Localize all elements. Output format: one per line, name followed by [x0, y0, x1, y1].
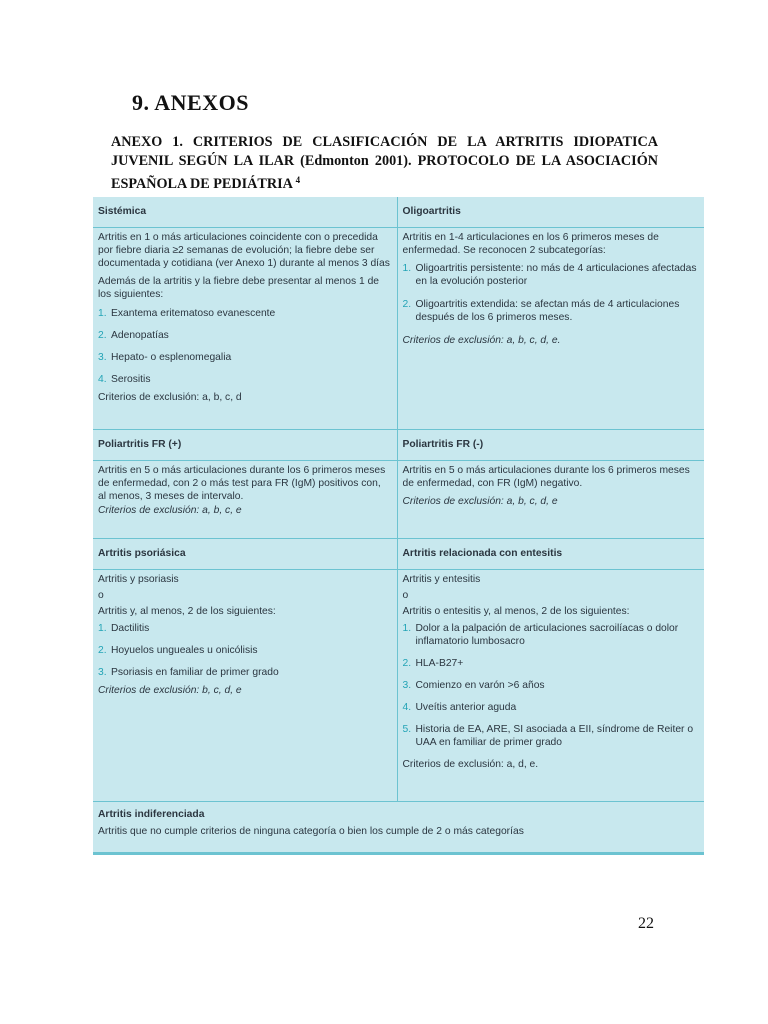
cell-oligoartritis [397, 228, 704, 430]
section-title: 9. ANEXOS [132, 90, 249, 115]
header-poliartritis-fr-neg: Poliartritis FR (-) [397, 430, 704, 461]
exclusion-criteria: Criterios de exclusión: a, b, c, d [98, 392, 242, 403]
list-item: 1. Exantema eritematoso evanescente [98, 308, 276, 319]
list-item: 3. Comienzo en varón >6 años [402, 680, 545, 691]
cell-text: Artritis que no cumple criterios de ninguna categoría o bien los cumple de 2 o más categorías [98, 826, 524, 837]
cell-text: Artritis y psoriasis [98, 574, 179, 585]
cell-text: o [98, 590, 104, 601]
annex-title-text: ANEXO 1. CRITERIOS DE CLASIFICACIÓN DE LA ARTRITIS IDIOPATICA JUVENIL SEGÚN LA ILAR (Edmonton 2001). PROTOCOLO DE LA ASOCIACIÓN ESPAÑOLA DE PEDIÁTRIA [111, 134, 658, 192]
table-row [93, 430, 704, 461]
header-oligoartritis: Oligoartritis [397, 197, 704, 228]
cell-text: Artritis o entesitis y, al menos, 2 de los siguientes: [402, 606, 630, 617]
annex-reference: 4 [295, 175, 301, 185]
cell-poliartritis-fr-pos [93, 461, 397, 539]
cell-text: Artritis en 5 o más articulaciones durante los 6 primeros meses de enfermedad, con FR (IgM) negativo. [402, 465, 690, 489]
list-item: 3. Hepato- o esplenomegalia [98, 352, 232, 363]
header-artritis-entesitis: Artritis relacionada con entesitis [397, 539, 704, 570]
list-item: 2. Hoyuelos ungueales u onicólisis [98, 645, 258, 656]
annex-title [111, 133, 658, 194]
header-artritis-indiferenciada: Artritis indiferenciada [98, 809, 205, 820]
header-artritis-psoriasica: Artritis psoriásica [93, 539, 397, 570]
exclusion-criteria: Criterios de exclusión: a, b, c, d, e. [402, 335, 561, 346]
cell-text: o [402, 590, 409, 601]
cell-artritis-psoriasica [93, 570, 397, 802]
exclusion-criteria: Criterios de exclusión: a, b, c, e [98, 505, 242, 516]
list-item: 5. Historia de EA, ARE, SI asociada a EII, síndrome de Reiter o UAA en familiar de primer grado [402, 724, 694, 748]
header-poliartritis-fr-pos: Poliartritis FR (+) [93, 430, 397, 461]
header-sistemica: Sistémica [93, 197, 397, 228]
table-row [93, 197, 704, 228]
list-item: 1. Oligoartritis persistente: no más de 4 articulaciones afectadas en la evolución posterior [402, 263, 697, 287]
list-item: 4. Uveítis anterior aguda [402, 702, 517, 713]
cell-text: Artritis y entesitis [402, 574, 481, 585]
list-item: 1. Dolor a la palpación de articulaciones sacroilíacas o dolor inflamatorio lumbosacro [402, 623, 679, 647]
criteria-table [93, 197, 704, 855]
exclusion-criteria: Criterios de exclusión: a, b, c, d, e [402, 496, 558, 507]
exclusion-criteria: Criterios de exclusión: b, c, d, e [98, 685, 242, 696]
list-item: 3. Psoriasis en familiar de primer grado [98, 667, 279, 678]
list-item: 1. Dactilitis [98, 623, 150, 634]
list-item: 2. Adenopatías [98, 330, 169, 341]
cell-text: Artritis y, al menos, 2 de los siguientes: [98, 606, 276, 617]
cell-text: Artritis en 1-4 articulaciones en los 6 primeros meses de enfermedad. Se reconocen 2 subcategorías: [402, 232, 659, 256]
cell-poliartritis-fr-neg [397, 461, 704, 539]
page-number: 22 [638, 915, 654, 932]
exclusion-criteria: Criterios de exclusión: a, d, e. [402, 759, 539, 770]
table-row [93, 228, 704, 430]
cell-text: Además de la artritis y la fiebre debe presentar al menos 1 de los siguientes: [98, 276, 380, 300]
table-row [93, 461, 704, 539]
cell-text: Artritis en 1 o más articulaciones coincidente con o precedida por fiebre diaria ≥2 semanas de evolución; la fiebre debe ser documentada y cotidiana (ver Anexo 1) durante al menos 3 días [98, 232, 390, 269]
cell-artritis-indiferenciada [93, 802, 704, 843]
list-item: 4. Serositis [98, 374, 151, 385]
list-item: 2. Oligoartritis extendida: se afectan más de 4 articulaciones después de los 6 primeros meses. [402, 299, 680, 323]
table-row [93, 802, 704, 843]
list-item: 2. HLA-B27+ [402, 658, 464, 669]
table-row [93, 539, 704, 570]
cell-text: Artritis en 5 o más articulaciones durante los 6 primeros meses de enfermedad, con 2 o más test para FR (IgM) positivos con, al menos, 3 meses de intervalo. [98, 465, 386, 502]
table-row [93, 570, 704, 802]
cell-sistemica [93, 228, 397, 430]
cell-artritis-entesitis [397, 570, 704, 802]
